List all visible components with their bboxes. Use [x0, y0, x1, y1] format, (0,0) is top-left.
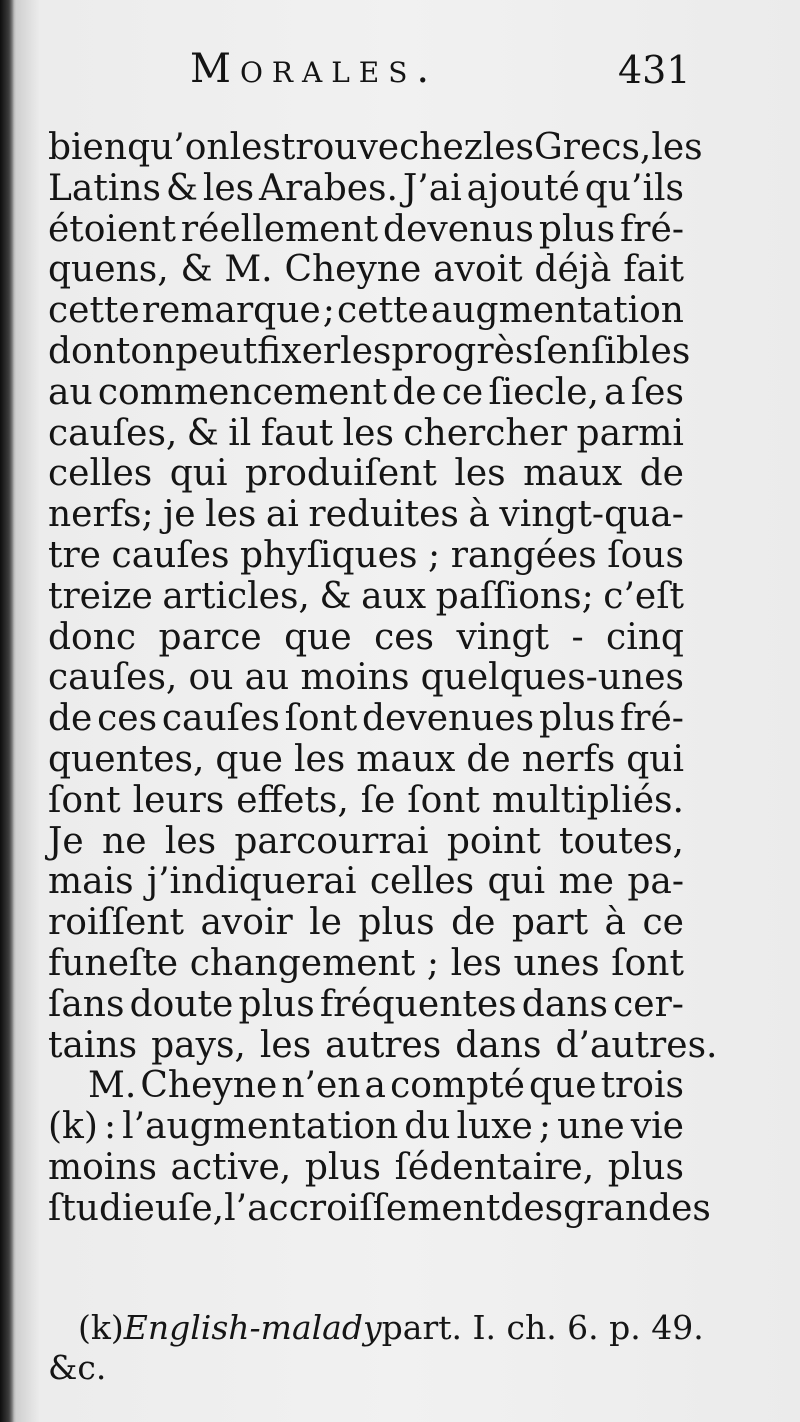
footnote-marker: (k)	[78, 1308, 124, 1347]
word: fré-	[619, 208, 684, 250]
word: qui	[169, 453, 228, 495]
word: ſans	[48, 983, 125, 1025]
word: effets,	[236, 779, 349, 821]
word: fréquentes	[319, 983, 517, 1025]
footnote-continuation: &c.	[48, 1348, 107, 1387]
word: dont	[48, 330, 131, 372]
word: mais	[48, 861, 134, 903]
text-line	[48, 781, 684, 822]
word: leurs	[132, 779, 225, 821]
word: pa-	[627, 861, 684, 903]
word: ſont	[48, 779, 121, 821]
word: devenus	[383, 208, 534, 250]
word: les	[293, 738, 346, 780]
word: nerfs	[521, 738, 616, 780]
word: plus	[304, 1146, 382, 1188]
text-line	[48, 1187, 711, 1230]
text-line	[48, 862, 684, 903]
word: j’indiquerai	[146, 861, 357, 903]
word: trouve	[280, 127, 400, 168]
word: vingt-qua-	[499, 494, 684, 536]
word: augmentation	[430, 290, 684, 332]
text-line	[48, 210, 684, 251]
word: plus	[538, 698, 616, 740]
word: ces	[97, 698, 158, 740]
word: de	[639, 453, 684, 495]
word: &	[180, 249, 213, 291]
word: ſédentaire,	[394, 1146, 595, 1188]
word: fré-	[619, 698, 684, 740]
word: faut	[260, 412, 334, 454]
text-line	[48, 330, 691, 373]
word: qui	[626, 738, 684, 780]
word: plus	[358, 902, 435, 944]
word: maux	[356, 738, 456, 780]
text-line	[48, 454, 684, 495]
word: les	[202, 167, 255, 209]
word: cauſes,	[48, 412, 178, 454]
word: Cheyne	[140, 1065, 278, 1107]
text-line	[48, 618, 684, 659]
word: à	[468, 494, 490, 536]
page-header	[0, 46, 800, 96]
text-line	[48, 250, 684, 291]
word: :	[103, 1106, 117, 1148]
text-line	[48, 944, 684, 985]
word: peut	[175, 330, 258, 372]
word: les	[259, 1024, 312, 1066]
text-line	[48, 414, 684, 455]
word: M.	[224, 249, 273, 291]
word: luxe	[456, 1106, 533, 1148]
word: articles,	[162, 575, 310, 617]
word: les	[205, 494, 257, 536]
word: ;	[322, 290, 335, 332]
text-line	[48, 740, 684, 781]
word: au	[244, 657, 290, 699]
word: quens,	[48, 249, 169, 291]
word: ;	[538, 1106, 552, 1148]
word: cauſes,	[48, 657, 178, 699]
word: maux	[523, 453, 623, 495]
word: n’en	[281, 1065, 361, 1107]
word: de	[48, 698, 93, 740]
word: les	[450, 942, 502, 984]
word: ce	[642, 902, 684, 944]
text-line	[48, 1024, 718, 1067]
word: ou	[188, 657, 234, 699]
word: autres	[325, 1024, 442, 1066]
word: aux	[361, 575, 427, 617]
word: bien	[48, 127, 128, 168]
word: &	[319, 575, 352, 617]
page-number: 431	[618, 48, 691, 92]
word: vie	[630, 1106, 684, 1148]
word: qu’ils	[584, 167, 684, 209]
word: changement	[189, 942, 416, 984]
word: Je	[48, 820, 84, 862]
word: parce	[158, 616, 262, 658]
word: paſſions;	[435, 575, 594, 617]
word: qu’on	[127, 127, 230, 168]
word: de	[392, 371, 437, 413]
word: chercher	[403, 412, 568, 454]
word: moins	[300, 657, 410, 699]
word: part	[511, 902, 589, 944]
word: ne	[102, 820, 147, 862]
word: ajouté	[466, 167, 580, 209]
word: cauſes	[161, 698, 280, 740]
word: progrès	[391, 330, 534, 372]
text-line	[48, 373, 684, 414]
word: avoir	[200, 902, 293, 944]
word: tre	[48, 534, 101, 576]
word: Arabes.	[259, 167, 398, 209]
word: à	[604, 902, 626, 944]
text-line	[48, 291, 684, 332]
word: pays,	[151, 1024, 246, 1066]
word: plus	[607, 1146, 684, 1188]
word: toutes,	[558, 820, 684, 862]
word: les	[164, 820, 217, 862]
word: dans	[455, 1024, 542, 1066]
word: -	[571, 616, 584, 658]
word: moins	[48, 1146, 157, 1188]
text-line	[48, 536, 684, 577]
word: le	[309, 902, 342, 944]
word: grandes	[563, 1187, 711, 1229]
word: ſont	[611, 942, 684, 984]
word: déjà	[534, 249, 612, 291]
word: ſous	[607, 534, 684, 576]
book-spine-shadow	[0, 0, 14, 1422]
word: dans	[521, 983, 608, 1025]
word: c’eſt	[603, 575, 684, 617]
word: au	[48, 371, 93, 413]
body-text	[48, 127, 718, 1230]
word: cette	[337, 290, 429, 332]
word: quentes,	[48, 738, 205, 780]
word: avoit	[433, 249, 523, 291]
word: du	[404, 1106, 451, 1148]
word: produiſent	[244, 453, 437, 495]
word: M.	[88, 1065, 137, 1107]
word: me	[558, 861, 614, 903]
word: d’autres.	[555, 1024, 718, 1066]
word: nerfs;	[48, 494, 154, 536]
word: plus	[538, 208, 616, 250]
word: que	[215, 738, 283, 780]
word: fait	[623, 249, 684, 291]
text-line	[48, 1066, 684, 1107]
word: phyſiques	[240, 534, 418, 576]
word: roiſſent	[48, 902, 185, 944]
word: ;	[426, 942, 439, 984]
text-line	[48, 169, 684, 210]
text-line	[48, 699, 684, 740]
text-line	[48, 1148, 684, 1189]
word: plus	[238, 983, 315, 1025]
word: ſiecle,	[488, 371, 599, 413]
word: réellement	[180, 208, 379, 250]
word: qui	[487, 861, 546, 903]
word: tains	[48, 1024, 138, 1066]
word: quelques-unes	[420, 657, 684, 699]
word: étoient	[48, 208, 176, 250]
word: point	[446, 820, 541, 862]
text-line	[48, 1107, 684, 1148]
word: on	[130, 330, 176, 372]
word: l’accroiſſement	[224, 1187, 501, 1229]
word: multipliés.	[491, 779, 684, 821]
word: les	[342, 412, 394, 454]
word: &	[186, 412, 219, 454]
word: ces	[374, 616, 435, 658]
word: Cheyne	[284, 249, 422, 291]
word: trois	[600, 1065, 684, 1107]
footnote	[48, 1308, 704, 1388]
word: ſes	[630, 371, 684, 413]
word: l’augmentation	[122, 1106, 399, 1148]
word: les	[454, 453, 506, 495]
word: compté	[390, 1065, 525, 1107]
word: a	[604, 371, 626, 413]
text-line	[48, 822, 684, 863]
text-line	[48, 495, 684, 536]
word: ſont	[284, 698, 358, 740]
word: remarque	[141, 290, 321, 332]
word: active,	[170, 1146, 292, 1188]
word: cauſes	[111, 534, 230, 576]
word: ai	[265, 494, 299, 536]
word: celles	[48, 453, 153, 495]
word: parcourrai	[234, 820, 429, 862]
word: les	[340, 330, 392, 372]
word: doute	[129, 983, 234, 1025]
word: donc	[48, 616, 137, 658]
word: cette	[48, 290, 140, 332]
word: (k)	[48, 1106, 98, 1148]
word: ;	[428, 534, 441, 576]
text-line	[48, 577, 684, 618]
word: je	[163, 494, 196, 536]
word: Grecs,les	[534, 127, 703, 168]
word: commencement	[97, 371, 388, 413]
word: parmi	[576, 412, 684, 454]
word: unes	[513, 942, 600, 984]
word: vingt	[456, 616, 550, 658]
word: les	[482, 127, 535, 168]
word: il	[228, 412, 252, 454]
word: reduites	[308, 494, 459, 536]
word: ſenſibles	[533, 330, 691, 372]
word: ce	[441, 371, 484, 413]
footnote-line	[48, 1308, 704, 1348]
word: ſtudieuſe,	[48, 1187, 225, 1229]
word: rangées	[450, 534, 597, 576]
word: treize	[48, 575, 153, 617]
word: funeſte	[48, 942, 179, 984]
word: les	[229, 127, 281, 168]
text-line	[48, 985, 684, 1026]
word: chez	[399, 127, 483, 168]
word: celles	[369, 861, 475, 903]
word: une	[557, 1106, 625, 1148]
text-line	[48, 658, 684, 699]
word: J’ai	[402, 167, 462, 209]
word: fixer	[257, 330, 341, 372]
word: ſe	[360, 779, 396, 821]
text-line	[48, 127, 703, 169]
word: cer-	[613, 983, 684, 1025]
footnote-title: English-malady	[123, 1308, 382, 1347]
text-line	[48, 903, 684, 944]
word: ſont	[407, 779, 480, 821]
word: que	[528, 1065, 597, 1107]
word: Latins	[48, 167, 162, 209]
word: des	[500, 1187, 564, 1229]
word: de	[451, 902, 496, 944]
word: a	[364, 1065, 387, 1107]
word: cinq	[606, 616, 684, 658]
running-title: Morales.	[190, 46, 439, 92]
word: de	[466, 738, 511, 780]
word: &	[165, 167, 198, 209]
word: que	[284, 616, 352, 658]
footnote-reference: part. I. ch. 6. p. 49.	[381, 1308, 704, 1347]
word: devenues	[362, 698, 535, 740]
